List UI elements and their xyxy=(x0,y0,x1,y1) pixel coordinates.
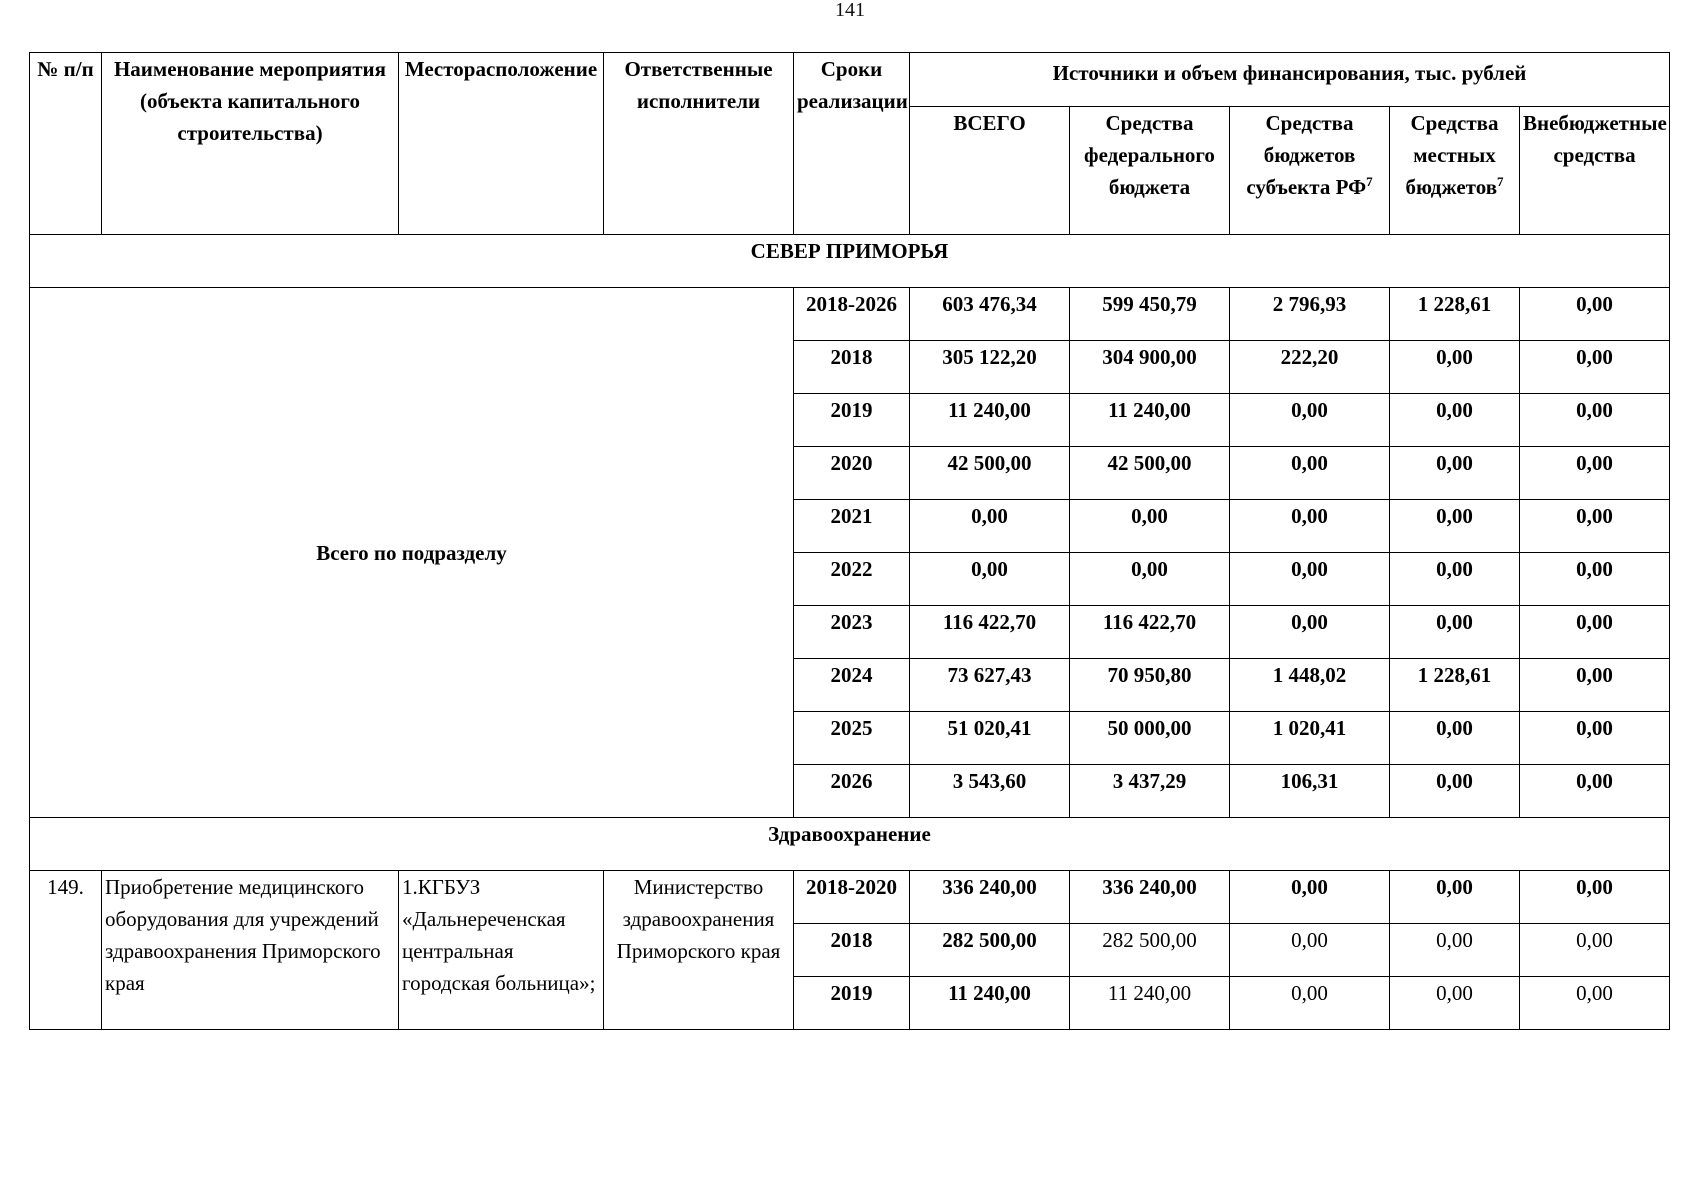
subtotal-total: 42 500,00 xyxy=(910,447,1070,500)
header-row-1 xyxy=(30,53,1670,107)
item-extra: 0,00 xyxy=(1520,871,1670,924)
subtotal-extra: 0,00 xyxy=(1520,447,1670,500)
section-row-health xyxy=(30,818,1670,871)
subtotal-local: 0,00 xyxy=(1390,394,1520,447)
subtotal-total: 0,00 xyxy=(910,553,1070,606)
header-local-footnote: 7 xyxy=(1497,174,1504,189)
header-federal: Средства федерального бюджета xyxy=(1070,107,1230,235)
subtotal-regional: 106,31 xyxy=(1230,765,1390,818)
header-regional-footnote: 7 xyxy=(1366,174,1373,189)
item-regional: 0,00 xyxy=(1230,977,1390,1030)
subtotal-row xyxy=(30,288,1670,341)
subtotal-period: 2018-2026 xyxy=(794,288,910,341)
subtotal-local: 0,00 xyxy=(1390,341,1520,394)
page-number: 141 xyxy=(835,0,865,20)
subtotal-extra: 0,00 xyxy=(1520,553,1670,606)
header-local-text: Средства местных бюджетов xyxy=(1405,111,1499,199)
subtotal-local: 0,00 xyxy=(1390,712,1520,765)
header-location: Месторасположение xyxy=(399,53,604,235)
header-responsible: Ответственные исполнители xyxy=(604,53,794,235)
subtotal-regional: 1 448,02 xyxy=(1230,659,1390,712)
subtotal-total: 51 020,41 xyxy=(910,712,1070,765)
subtotal-extra: 0,00 xyxy=(1520,500,1670,553)
item-regional: 0,00 xyxy=(1230,924,1390,977)
subtotal-regional: 2 796,93 xyxy=(1230,288,1390,341)
subtotal-extra: 0,00 xyxy=(1520,606,1670,659)
item-period: 2018 xyxy=(794,924,910,977)
subtotal-extra: 0,00 xyxy=(1520,288,1670,341)
item-regional: 0,00 xyxy=(1230,871,1390,924)
subtotal-federal: 599 450,79 xyxy=(1070,288,1230,341)
subtotal-total: 73 627,43 xyxy=(910,659,1070,712)
subtotal-local: 1 228,61 xyxy=(1390,659,1520,712)
subtotal-extra: 0,00 xyxy=(1520,712,1670,765)
section-title-north: СЕВЕР ПРИМОРЬЯ xyxy=(30,235,1670,288)
item-extra: 0,00 xyxy=(1520,977,1670,1030)
item-local: 0,00 xyxy=(1390,977,1520,1030)
subtotal-total: 116 422,70 xyxy=(910,606,1070,659)
item-federal: 336 240,00 xyxy=(1070,871,1230,924)
item-responsible: Министерство здравоохранения Приморского края xyxy=(604,871,794,1030)
subtotal-regional: 0,00 xyxy=(1230,447,1390,500)
subtotal-federal: 0,00 xyxy=(1070,500,1230,553)
section-title-health: Здравоохранение xyxy=(30,818,1670,871)
header-num: № п/п xyxy=(30,53,102,235)
section-row-north xyxy=(30,235,1670,288)
item-total: 282 500,00 xyxy=(910,924,1070,977)
item-federal: 282 500,00 xyxy=(1070,924,1230,977)
subtotal-local: 0,00 xyxy=(1390,765,1520,818)
item-local: 0,00 xyxy=(1390,871,1520,924)
item-number: 149. xyxy=(30,871,102,1030)
subtotal-period: 2020 xyxy=(794,447,910,500)
financing-table xyxy=(29,52,1670,1030)
subtotal-federal: 70 950,80 xyxy=(1070,659,1230,712)
subtotal-period: 2021 xyxy=(794,500,910,553)
subtotal-regional: 0,00 xyxy=(1230,394,1390,447)
subtotal-period: 2024 xyxy=(794,659,910,712)
subtotal-local: 0,00 xyxy=(1390,553,1520,606)
header-regional-text: Средства бюджетов субъекта РФ xyxy=(1246,111,1367,199)
subtotal-regional: 222,20 xyxy=(1230,341,1390,394)
item-row xyxy=(30,871,1670,924)
subtotal-regional: 0,00 xyxy=(1230,553,1390,606)
subtotal-total: 305 122,20 xyxy=(910,341,1070,394)
subtotal-local: 1 228,61 xyxy=(1390,288,1520,341)
subtotal-federal: 304 900,00 xyxy=(1070,341,1230,394)
subtotal-federal: 42 500,00 xyxy=(1070,447,1230,500)
subtotal-period: 2019 xyxy=(794,394,910,447)
header-total: ВСЕГО xyxy=(910,107,1070,235)
subtotal-extra: 0,00 xyxy=(1520,765,1670,818)
subtotal-regional: 0,00 xyxy=(1230,500,1390,553)
subtotal-extra: 0,00 xyxy=(1520,659,1670,712)
subtotal-period: 2022 xyxy=(794,553,910,606)
subtotal-local: 0,00 xyxy=(1390,500,1520,553)
subtotal-total: 0,00 xyxy=(910,500,1070,553)
item-total: 11 240,00 xyxy=(910,977,1070,1030)
item-name: Приобретение медицинского оборудования для учреждений здравоохранения Приморского края xyxy=(102,871,399,1030)
subtotal-period: 2026 xyxy=(794,765,910,818)
subtotal-extra: 0,00 xyxy=(1520,341,1670,394)
subtotal-federal: 50 000,00 xyxy=(1070,712,1230,765)
subtotal-federal: 11 240,00 xyxy=(1070,394,1230,447)
subtotal-regional: 1 020,41 xyxy=(1230,712,1390,765)
subtotal-total: 603 476,34 xyxy=(910,288,1070,341)
subtotal-regional: 0,00 xyxy=(1230,606,1390,659)
subtotal-extra: 0,00 xyxy=(1520,394,1670,447)
item-extra: 0,00 xyxy=(1520,924,1670,977)
header-sources-title: Источники и объем финансирования, тыс. рублей xyxy=(910,53,1670,107)
header-extra: Внебюджетные средства xyxy=(1520,107,1670,235)
item-federal: 11 240,00 xyxy=(1070,977,1230,1030)
subtotal-label: Всего по подразделу xyxy=(30,288,794,818)
subtotal-period: 2025 xyxy=(794,712,910,765)
subtotal-federal: 3 437,29 xyxy=(1070,765,1230,818)
header-regional xyxy=(1230,107,1390,235)
subtotal-federal: 0,00 xyxy=(1070,553,1230,606)
subtotal-federal: 116 422,70 xyxy=(1070,606,1230,659)
subtotal-period: 2023 xyxy=(794,606,910,659)
subtotal-local: 0,00 xyxy=(1390,447,1520,500)
header-local xyxy=(1390,107,1520,235)
item-location: 1.КГБУЗ «Дальнереченская центральная городская больница»; xyxy=(399,871,604,1030)
item-period: 2019 xyxy=(794,977,910,1030)
item-total: 336 240,00 xyxy=(910,871,1070,924)
subtotal-total: 11 240,00 xyxy=(910,394,1070,447)
subtotal-local: 0,00 xyxy=(1390,606,1520,659)
header-name: Наименование мероприятия (объекта капитального строительства) xyxy=(102,53,399,235)
subtotal-total: 3 543,60 xyxy=(910,765,1070,818)
item-period: 2018-2020 xyxy=(794,871,910,924)
header-period: Сроки реализации xyxy=(794,53,910,235)
subtotal-period: 2018 xyxy=(794,341,910,394)
item-local: 0,00 xyxy=(1390,924,1520,977)
